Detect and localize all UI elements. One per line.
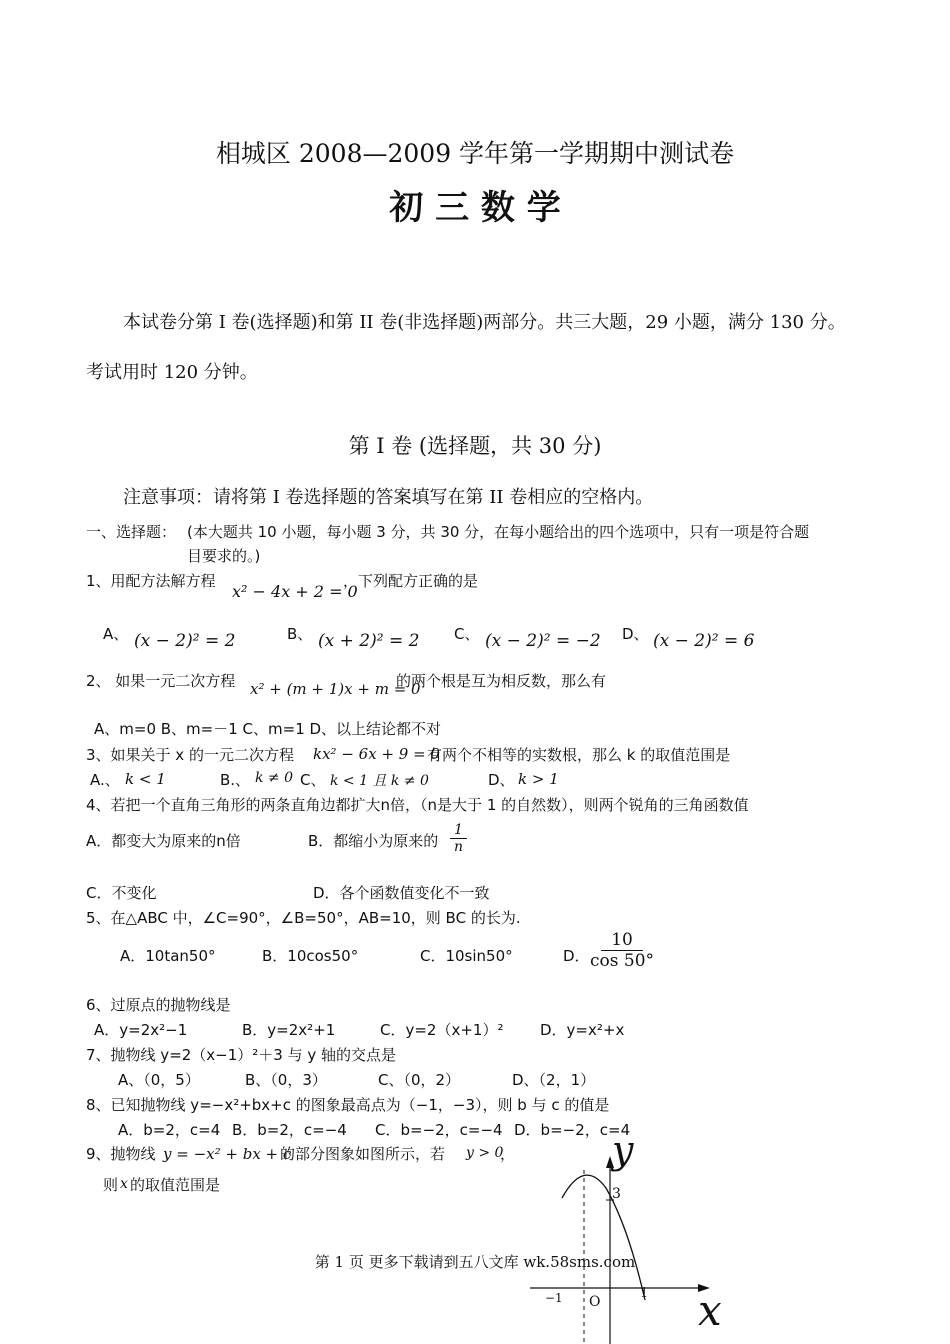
q6-option-b: B．y=2x²+1	[242, 1021, 336, 1039]
q7-stem: 7、抛物线 y=2（x−1）²＋3 与 y 轴的交点是	[86, 1046, 397, 1064]
q9-line2-c: 的取值范围是	[130, 1176, 221, 1194]
q1-option-d: (x − 2)² = 6	[653, 631, 755, 651]
q4-option-d: D．各个函数值变化不一致	[313, 884, 490, 902]
section-title: 第 I 卷 (选择题，共 30 分)	[348, 434, 602, 458]
q5-option-a: A．10tan50°	[120, 947, 216, 965]
q9-formula: y = −x² + bx + c	[163, 1145, 292, 1163]
q1-tail: ，下列配方正确的是	[343, 572, 479, 590]
q1-option-c-label: C、	[454, 625, 480, 643]
q3-option-c: k < 1 且 k ≠ 0	[330, 773, 429, 789]
q4-frac-num: 1	[450, 822, 467, 839]
q5-option-c: C．10sin50°	[420, 947, 513, 965]
q9-tail: 的部分图象如图所示，若	[280, 1145, 446, 1163]
q3-tail: 有两个不相等的实数根，那么 k 的取值范围是	[427, 746, 731, 764]
q5-option-d-fraction	[590, 930, 654, 971]
intro-line-1: 本试卷分第 I 卷(选择题)和第 II 卷(非选择题)两部分。共三大题，29 小题，满分 130 分。	[123, 312, 846, 333]
choice-desc-1: (本大题共 10 小题，每小题 3 分，共 30 分，在每小题给出的四个选项中，只有一项是符合题	[187, 523, 810, 541]
q3-option-b: k ≠ 0	[255, 770, 294, 786]
q8-stem: 8、已知抛物线 y=−x²+bx+c 的图象最高点为（−1，−3），则 b 与 c 的值是	[86, 1096, 610, 1114]
q1-stem: 1、用配方法解方程	[86, 572, 216, 590]
q8-option-b: B．b=2，c=−4	[232, 1121, 347, 1139]
q1-option-a-label: A、	[103, 625, 129, 643]
q1-option-a: (x − 2)² = 2	[134, 631, 236, 651]
q7-option-d: D、（2，1）	[512, 1071, 596, 1089]
q3-option-d-label: D、	[488, 771, 515, 789]
graph-y-label: y	[612, 1128, 634, 1172]
choice-desc-2: 目要求的。)	[187, 547, 261, 565]
q3-option-b-label: B.、	[220, 771, 251, 789]
q5-stem: 5、在△ABC 中，∠C=90°，∠B=50°，AB=10，则 BC 的长为.	[86, 909, 521, 927]
q5-option-d: D．	[563, 947, 590, 965]
choice-heading: 一、选择题：	[86, 523, 177, 541]
q1-formula: x² − 4x + 2 = 0	[232, 582, 358, 601]
q8-option-d: D．b=−2，c=4	[514, 1121, 631, 1139]
q8-option-a: A．b=2，c=4	[118, 1121, 221, 1139]
subject-title: 初 三 数 学	[389, 188, 561, 228]
q9-line2-x: x	[120, 1176, 128, 1192]
q4-stem: 4、若把一个直角三角形的两条直角边都扩大n倍，（n是大于 1 的自然数），则两个锐角的三角函数值	[86, 796, 749, 814]
q9-stem: 9、抛物线	[86, 1145, 156, 1163]
q1-option-c: (x − 2)² = −2	[485, 631, 601, 651]
parabola-graph	[500, 1130, 790, 1344]
q6-option-c: C．y=2（x+1）²	[380, 1021, 504, 1039]
q1-option-d-label: D、	[622, 625, 649, 643]
q2-stem: 2、 如果一元二次方程	[86, 672, 236, 690]
q9-comma: ，	[500, 1145, 516, 1163]
graph-label-origin: O	[589, 1294, 601, 1310]
q6-stem: 6、过原点的抛物线是	[86, 996, 231, 1014]
q9-line2-a: 则	[103, 1176, 119, 1194]
section-note: 注意事项：请将第 I 卷选择题的答案填写在第 II 卷相应的空格内。	[123, 487, 654, 508]
graph-label-3: 3	[612, 1186, 621, 1202]
graph-x-label: x	[698, 1286, 722, 1335]
q5-option-b: B．10cos50°	[262, 947, 359, 965]
parabola-curve	[562, 1175, 645, 1300]
q9-condition: y > 0	[466, 1145, 504, 1161]
q3-option-a-label: A.、	[90, 771, 120, 789]
intro-line-2: 考试用时 120 分钟。	[86, 362, 258, 383]
q3-stem: 3、如果关于 x 的一元二次方程	[86, 746, 294, 764]
q1-option-b: (x + 2)² = 2	[318, 631, 420, 651]
q4-option-b-fraction	[450, 822, 467, 855]
q2-tail: 的两个根是互为相反数，那么有	[396, 672, 607, 690]
q6-option-a: A．y=2x²−1	[94, 1021, 188, 1039]
q4-frac-den: n	[453, 839, 463, 855]
q2-formula: x² + (m + 1)x + m = 0	[250, 680, 421, 698]
q7-option-b: B、（0，3）	[245, 1071, 327, 1089]
q3-option-d: k > 1	[518, 770, 559, 788]
q3-option-c-label: C、	[300, 771, 326, 789]
q3-formula: kx² − 6x + 9 = 0	[313, 745, 440, 763]
q8-option-c: C．b=−2，c=−4	[375, 1121, 503, 1139]
q5-frac-num: 10	[601, 930, 643, 951]
q6-option-d: D．y=x²+x	[540, 1021, 625, 1039]
exam-title: 相城区 2008—2009 学年第一学期期中测试卷	[215, 139, 735, 168]
q7-option-a: A、（0，5）	[118, 1071, 200, 1089]
q7-option-c: C、（0，2）	[378, 1071, 461, 1089]
q3-option-a: k < 1	[125, 770, 166, 788]
q4-option-a: A．都变大为原来的n倍	[86, 832, 241, 850]
q2-options: A、m=0 B、m=－1 C、m=1 D、以上结论都不对	[94, 720, 442, 738]
q1-option-b-label: B、	[287, 625, 313, 643]
q4-option-c: C．不变化	[86, 884, 157, 902]
q5-frac-den: cos 50°	[590, 951, 655, 971]
graph-label-1: 1	[640, 1286, 649, 1301]
page-footer: 第 1 页 更多下载请到五八文库 wk.58sms.com	[314, 1253, 636, 1271]
graph-label-minus1: −1	[545, 1291, 563, 1305]
q4-option-b: B．都缩小为原来的	[308, 832, 439, 850]
